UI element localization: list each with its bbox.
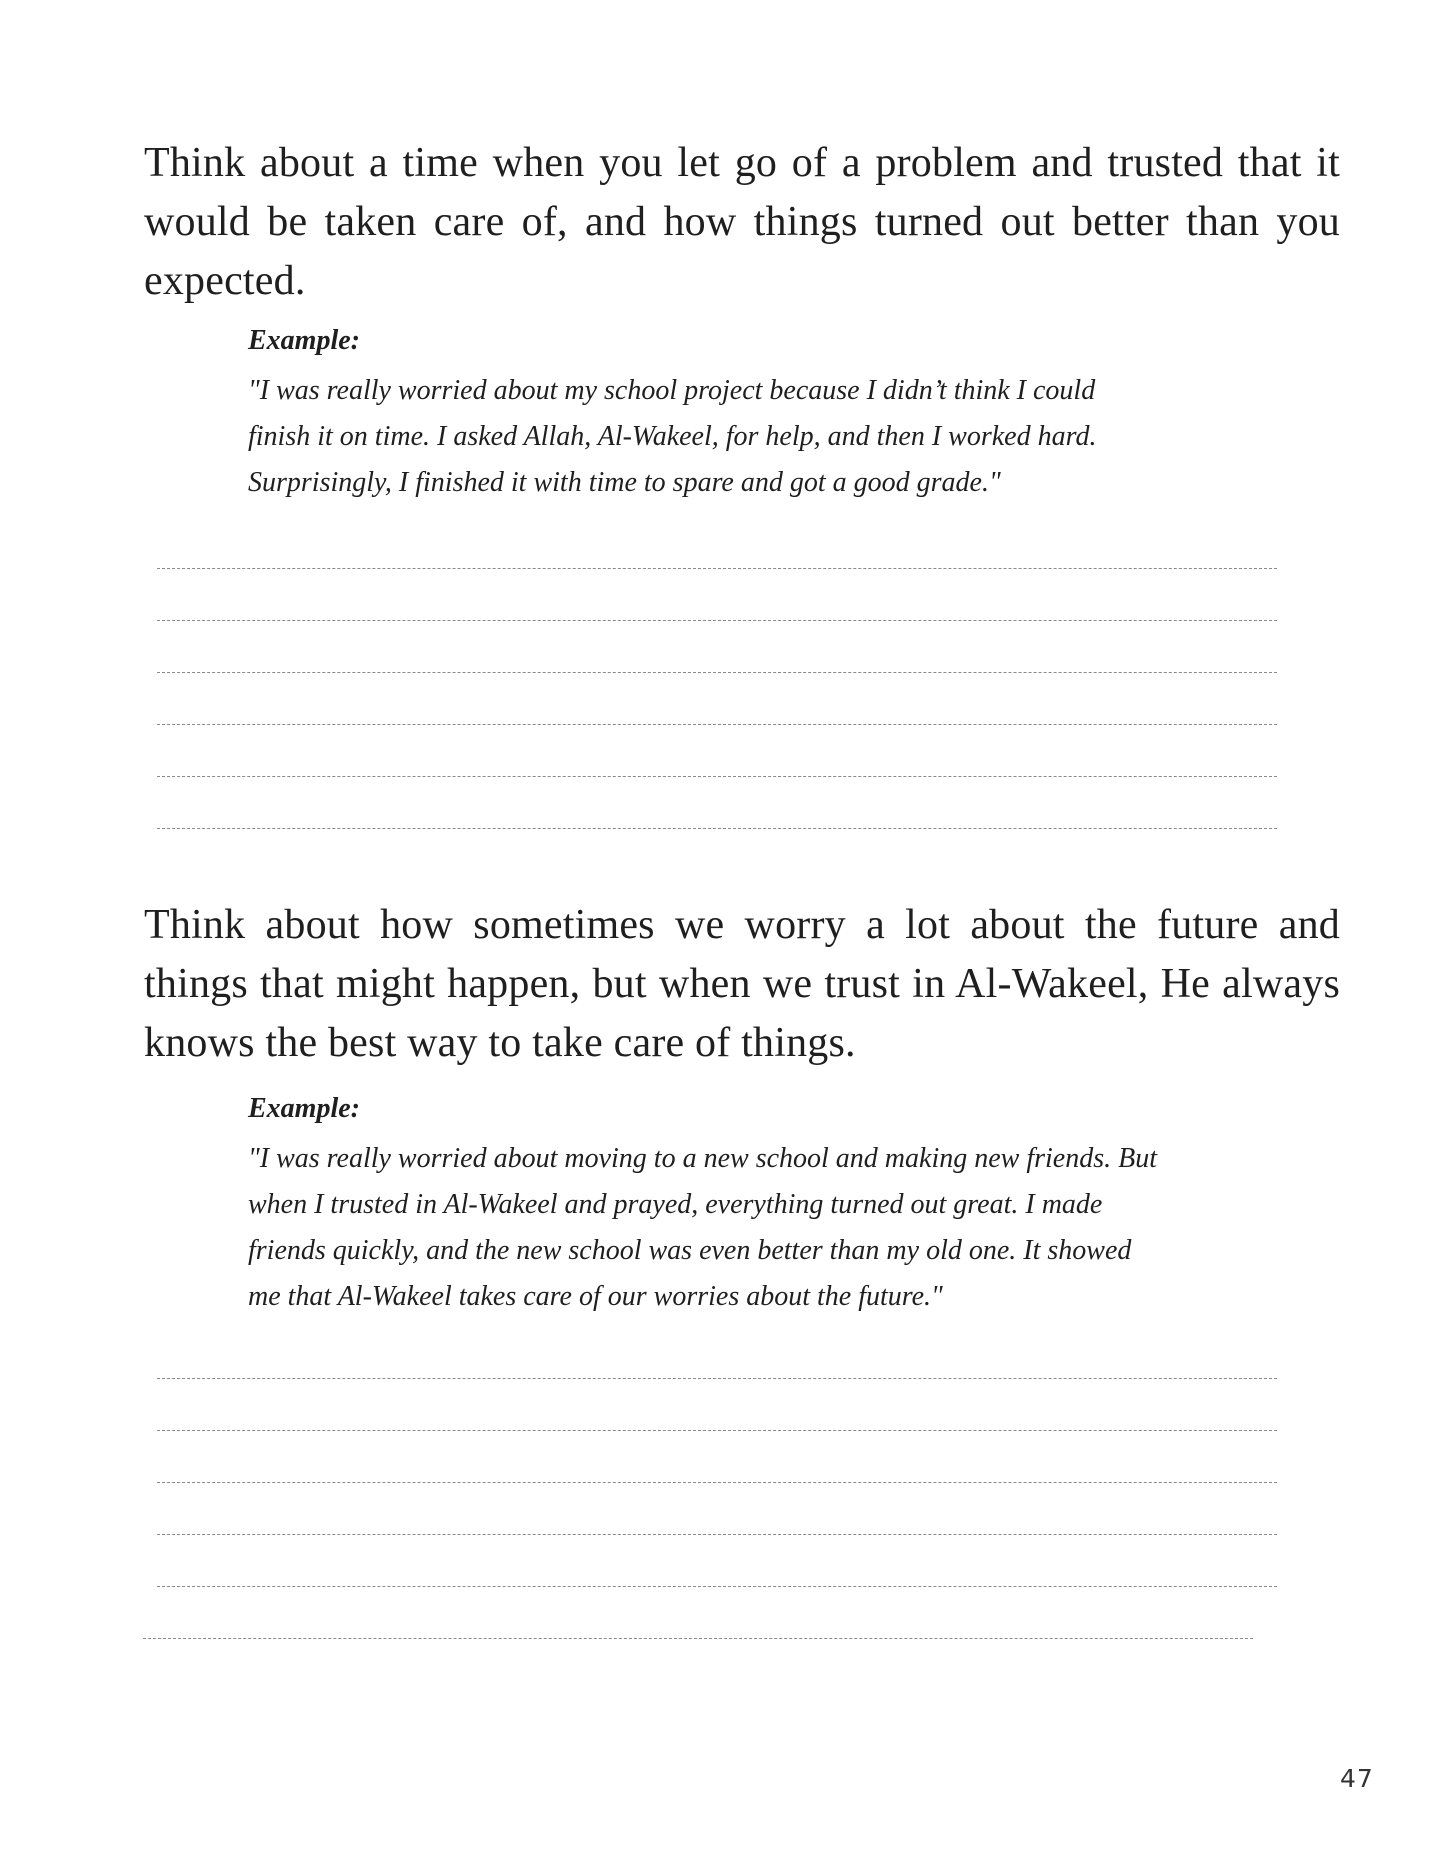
writing-line[interactable] xyxy=(157,568,1277,569)
example-quote-line: friends quickly, and the new school was even better than my old one. It showed xyxy=(248,1235,1132,1266)
writing-line[interactable] xyxy=(157,1482,1277,1483)
example-quote-line: Surprisingly, I finished it with time to spare and got a good grade." xyxy=(248,467,1001,498)
writing-line[interactable] xyxy=(157,1430,1277,1431)
example-1 xyxy=(248,324,1248,506)
page-number: 47 xyxy=(1340,1764,1374,1793)
writing-line[interactable] xyxy=(157,672,1277,673)
example-label-1: Example: xyxy=(248,325,360,356)
example-quote-1 xyxy=(248,368,1248,506)
example-quote-line: finish it on time. I asked Allah, Al-Wakeel, for help, and then I worked hard. xyxy=(248,421,1097,452)
writing-line[interactable] xyxy=(157,1378,1277,1379)
writing-line[interactable] xyxy=(143,1638,1253,1639)
example-quote-2 xyxy=(248,1136,1248,1320)
writing-line[interactable] xyxy=(157,620,1277,621)
writing-line[interactable] xyxy=(157,1534,1277,1535)
prompt-1: Think about a time when you let go of a problem and trusted that it would be taken care of, and how things turned out better than you expected. xyxy=(144,140,1340,304)
example-quote-line: "I was really worried about my school project because I didn’t think I could xyxy=(248,375,1096,406)
example-2 xyxy=(248,1092,1248,1320)
answer-lines-1 xyxy=(157,568,1277,880)
example-label-2: Example: xyxy=(248,1093,360,1124)
example-quote-line: "I was really worried about moving to a new school and making new friends. But xyxy=(248,1143,1157,1174)
writing-line[interactable] xyxy=(157,828,1277,829)
writing-line[interactable] xyxy=(157,776,1277,777)
example-quote-line: me that Al-Wakeel takes care of our worries about the future." xyxy=(248,1281,943,1312)
answer-lines-2 xyxy=(157,1378,1277,1690)
example-quote-line: when I trusted in Al-Wakeel and prayed, everything turned out great. I made xyxy=(248,1189,1103,1220)
writing-line[interactable] xyxy=(157,1586,1277,1587)
writing-line[interactable] xyxy=(157,724,1277,725)
prompt-2: Think about how sometimes we worry a lot about the future and things that might happen, but when we trust in Al-Wakeel, He always knows the best way to take care of things. xyxy=(144,902,1340,1066)
